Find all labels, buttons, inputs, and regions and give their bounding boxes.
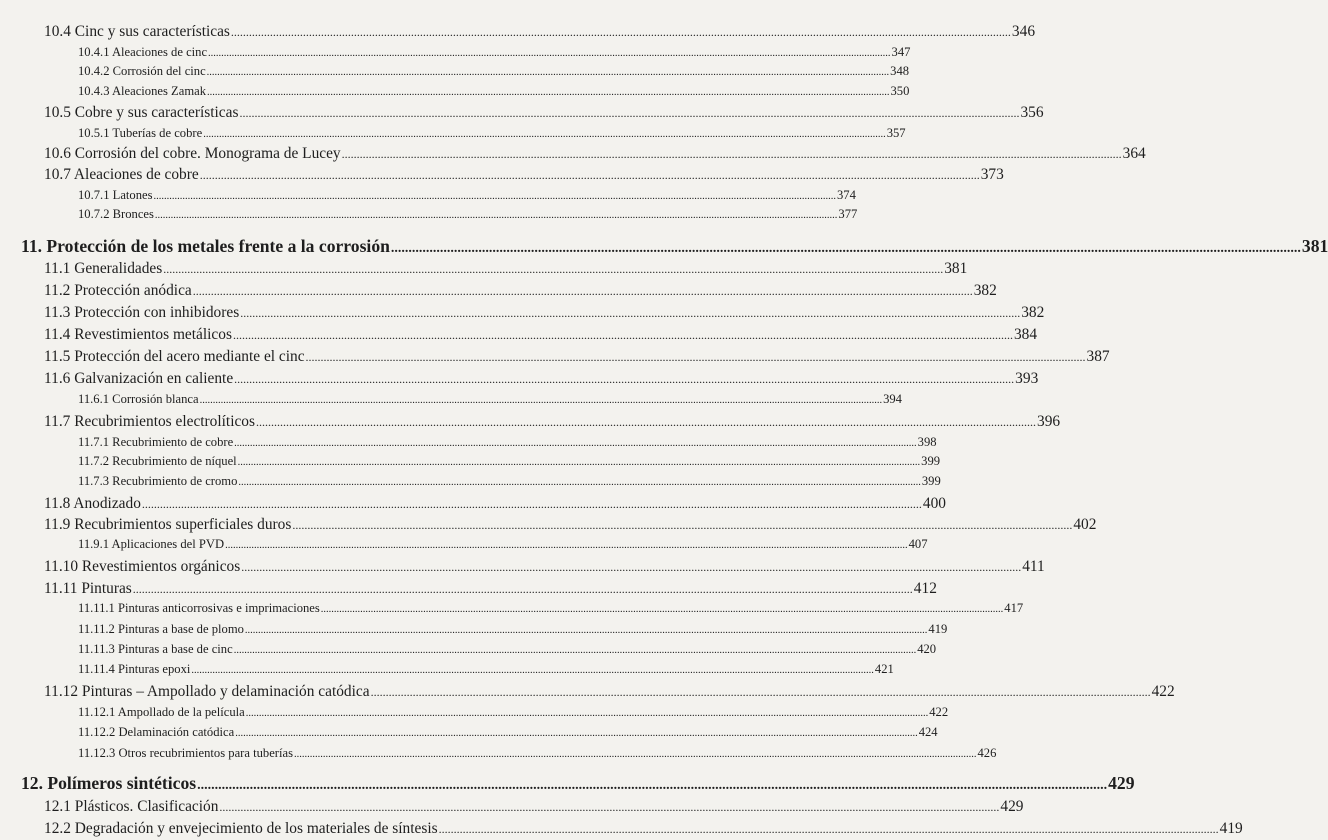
toc-leader-dots: .................................................................................................................................................................................................................................................................... <box>206 67 890 78</box>
toc-entry-title: 11.11.2 Pinturas a base de plomo <box>78 622 244 636</box>
toc-entry-title: 11.12.1 Ampollado de la película <box>78 705 245 719</box>
toc-page-number: 348 <box>890 64 910 78</box>
toc-leader-dots: .................................................................................................................................................................................................................................................................... <box>240 306 1021 320</box>
toc-page-number: 396 <box>1037 413 1061 430</box>
toc-leader-dots: .................................................................................................................................................................................................................................................................... <box>238 477 921 488</box>
toc-entry-title: 10.7.1 Latones <box>78 188 153 202</box>
toc-leader-dots: .................................................................................................................................................................................................................................................................... <box>232 328 1013 342</box>
toc-entry-title: 11.12 Pinturas – Ampollado y delaminación catódica <box>44 683 370 700</box>
toc-page-number: 384 <box>1013 326 1038 343</box>
toc-subsection-entry <box>78 454 941 469</box>
toc-page-number: 357 <box>886 126 906 140</box>
toc-page-number: 411 <box>1022 558 1045 575</box>
toc-entry-title: 10.4.2 Corrosión del cinc <box>78 64 206 78</box>
toc-entry-title: 11.10 Revestimientos orgánicos <box>44 558 241 575</box>
toc-page-number: 356 <box>1020 104 1044 121</box>
toc-entry-title: 11.7.1 Recubrimiento de cobre <box>78 435 234 449</box>
toc-entry-title: 11.7.2 Recubrimiento de níquel <box>78 454 237 468</box>
toc-leader-dots: .................................................................................................................................................................................................................................................................... <box>438 822 1219 836</box>
toc-leader-dots: .................................................................................................................................................................................................................................................................... <box>199 395 883 406</box>
toc-chapter-entry <box>21 773 1135 794</box>
toc-entry-title: 11.8 Anodizado <box>44 495 141 512</box>
toc-leader-dots: .................................................................................................................................................................................................................................................................... <box>305 350 1086 364</box>
toc-entry-title: 11.9 Recubrimientos superficiales duros <box>44 516 292 533</box>
toc-page-number: 420 <box>917 642 937 656</box>
toc-subsection-entry <box>78 84 910 99</box>
toc-page-number: 382 <box>973 282 997 299</box>
toc-leader-dots: .................................................................................................................................................................................................................................................................... <box>390 241 1301 256</box>
toc-entry-title: 11.12.2 Delaminación catódica <box>78 725 235 739</box>
toc-section-entry <box>44 304 1045 322</box>
toc-subsection-entry <box>78 207 858 222</box>
toc-page-number: 407 <box>908 537 928 551</box>
toc-page-number: 417 <box>1004 601 1024 615</box>
toc-section-entry <box>44 104 1044 122</box>
toc-subsection-entry <box>78 642 937 657</box>
toc-page-number: 421 <box>874 662 894 676</box>
toc-entry-title: 11. Protección de los metales frente a la corrosión <box>21 236 390 256</box>
toc-section-entry <box>44 166 1004 184</box>
toc-page-number: 377 <box>838 207 858 221</box>
toc-entry-title: 10.4.1 Aleaciones de cinc <box>78 45 208 59</box>
toc-entry-title: 11.11.4 Pinturas epoxi <box>78 662 191 676</box>
toc-entry-title: 10.4.3 Aleaciones Zamak <box>78 84 206 98</box>
toc-subsection-entry <box>78 662 894 677</box>
toc-leader-dots: .................................................................................................................................................................................................................................................................... <box>225 540 908 551</box>
toc-page-number: 400 <box>922 495 946 512</box>
toc-page-number: 393 <box>1015 370 1039 387</box>
toc-leader-dots: .................................................................................................................................................................................................................................................................... <box>234 372 1015 386</box>
toc-entry-title: 12.2 Degradación y envejecimiento de los materiales de síntesis <box>44 820 438 837</box>
toc-page-number: 381 <box>944 260 968 277</box>
toc-leader-dots: .................................................................................................................................................................................................................................................................... <box>245 708 929 719</box>
toc-subsection-entry <box>78 392 902 407</box>
toc-leader-dots: .................................................................................................................................................................................................................................................................... <box>154 210 838 221</box>
toc-leader-dots: .................................................................................................................................................................................................................................................................... <box>256 415 1036 429</box>
toc-page-number: 412 <box>913 580 937 597</box>
toc-entry-title: 11.11.1 Pinturas anticorrosivas e imprimaciones <box>78 601 320 615</box>
toc-leader-dots: .................................................................................................................................................................................................................................................................... <box>192 284 973 298</box>
toc-subsection-entry <box>78 474 941 489</box>
toc-subsection-entry <box>78 705 949 720</box>
toc-entry-title: 11.6.1 Corrosión blanca <box>78 392 199 406</box>
toc-page-number: 374 <box>837 188 856 202</box>
toc-entry-title: 11.7 Recubrimientos electrolíticos <box>44 413 255 430</box>
toc-entry-title: 10.7.2 Bronces <box>78 207 154 221</box>
toc-entry-title: 10.4 Cinc y sus características <box>44 23 230 40</box>
toc-leader-dots: .................................................................................................................................................................................................................................................................... <box>203 129 886 140</box>
toc-page-number: 422 <box>929 705 949 719</box>
toc-section-entry <box>44 23 1036 41</box>
toc-section-entry <box>44 370 1039 388</box>
toc-entry-title: 11.3 Protección con inhibidores <box>44 304 240 321</box>
toc-chapter-entry <box>21 236 1328 257</box>
toc-leader-dots: .................................................................................................................................................................................................................................................................... <box>219 800 1000 814</box>
toc-page-number: 347 <box>891 45 911 59</box>
toc-section-entry <box>44 282 997 300</box>
toc-page-number: 394 <box>883 392 902 406</box>
toc-page-number: 422 <box>1151 683 1175 700</box>
toc-entry-title: 12. Polímeros sintéticos <box>21 773 197 793</box>
toc-leader-dots: .................................................................................................................................................................................................................................................................... <box>197 778 1108 793</box>
toc-leader-dots: .................................................................................................................................................................................................................................................................... <box>153 191 836 202</box>
toc-entry-title: 10.5.1 Tuberías de cobre <box>78 126 203 140</box>
toc-page-number: 419 <box>1219 820 1243 837</box>
toc-subsection-entry <box>78 537 928 552</box>
toc-page-number: 381 <box>1301 236 1328 256</box>
toc-leader-dots: .................................................................................................................................................................................................................................................................... <box>141 497 922 511</box>
toc-page-number: 399 <box>921 454 941 468</box>
toc-subsection-entry <box>78 622 948 637</box>
toc-entry-title: 11.4 Revestimientos metálicos <box>44 326 232 343</box>
toc-page-number: 350 <box>890 84 910 98</box>
toc-subsection-entry <box>78 64 910 79</box>
toc-page-number: 429 <box>1108 773 1135 793</box>
toc-page-number: 402 <box>1073 516 1097 533</box>
toc-subsection-entry <box>78 746 997 761</box>
toc-leader-dots: .................................................................................................................................................................................................................................................................... <box>320 604 1004 615</box>
toc-section-entry <box>44 145 1146 163</box>
toc-entry-title: 12.1 Plásticos. Clasificación <box>44 798 219 815</box>
toc-entry-title: 11.7.3 Recubrimiento de cromo <box>78 474 238 488</box>
toc-section-entry <box>44 348 1110 366</box>
toc-section-entry <box>44 326 1038 344</box>
toc-leader-dots: .................................................................................................................................................................................................................................................................... <box>163 262 944 276</box>
toc-section-entry <box>44 516 1097 534</box>
toc-entry-title: 11.1 Generalidades <box>44 260 163 277</box>
toc-page-number: 373 <box>980 166 1004 183</box>
toc-leader-dots: .................................................................................................................................................................................................................................................................... <box>191 665 874 676</box>
toc-leader-dots: .................................................................................................................................................................................................................................................................... <box>293 749 977 760</box>
toc-page-number: 399 <box>921 474 941 488</box>
toc-section-entry <box>44 260 968 278</box>
toc-leader-dots: .................................................................................................................................................................................................................................................................... <box>208 48 891 59</box>
toc-section-entry <box>44 495 946 513</box>
toc-page-number: 419 <box>928 622 948 636</box>
toc-leader-dots: .................................................................................................................................................................................................................................................................... <box>244 625 928 636</box>
toc-leader-dots: .................................................................................................................................................................................................................................................................... <box>234 438 917 449</box>
toc-entry-title: 10.5 Cobre y sus características <box>44 104 239 121</box>
toc-subsection-entry <box>78 435 937 450</box>
toc-section-entry <box>44 580 937 598</box>
toc-leader-dots: .................................................................................................................................................................................................................................................................... <box>237 457 921 468</box>
toc-leader-dots: .................................................................................................................................................................................................................................................................... <box>199 168 980 182</box>
toc-section-entry <box>44 558 1045 576</box>
toc-leader-dots: .................................................................................................................................................................................................................................................................... <box>370 685 1151 699</box>
toc-leader-dots: .................................................................................................................................................................................................................................................................... <box>230 25 1011 39</box>
toc-page-number: 429 <box>1000 798 1024 815</box>
toc-entry-title: 11.12.3 Otros recubrimientos para tuberías <box>78 746 293 760</box>
toc-leader-dots: .................................................................................................................................................................................................................................................................... <box>207 87 890 98</box>
toc-leader-dots: .................................................................................................................................................................................................................................................................... <box>292 518 1073 532</box>
toc-subsection-entry <box>78 45 911 60</box>
toc-entry-title: 11.11.3 Pinturas a base de cinc <box>78 642 233 656</box>
toc-entry-title: 11.2 Protección anódica <box>44 282 192 299</box>
toc-page-number: 424 <box>918 725 938 739</box>
toc-leader-dots: .................................................................................................................................................................................................................................................................... <box>241 560 1022 574</box>
toc-section-entry <box>44 413 1061 431</box>
toc-leader-dots: .................................................................................................................................................................................................................................................................... <box>341 147 1122 161</box>
toc-entry-title: 10.6 Corrosión del cobre. Monograma de Lucey <box>44 145 341 162</box>
toc-section-entry <box>44 683 1175 701</box>
toc-page-number: 364 <box>1122 145 1146 162</box>
toc-leader-dots: .................................................................................................................................................................................................................................................................... <box>239 106 1020 120</box>
toc-entry-title: 10.7 Aleaciones de cobre <box>44 166 199 183</box>
toc-section-entry <box>44 820 1243 838</box>
toc-subsection-entry <box>78 188 856 203</box>
toc-entry-title: 11.5 Protección del acero mediante el cinc <box>44 348 305 365</box>
toc-subsection-entry <box>78 126 906 141</box>
toc-entry-title: 11.11 Pinturas <box>44 580 132 597</box>
toc-subsection-entry <box>78 725 938 740</box>
toc-page-number: 346 <box>1011 23 1036 40</box>
toc-leader-dots: .................................................................................................................................................................................................................................................................... <box>132 582 913 596</box>
toc-leader-dots: .................................................................................................................................................................................................................................................................... <box>233 645 917 656</box>
toc-page-number: 387 <box>1086 348 1110 365</box>
toc-subsection-entry <box>78 601 1024 616</box>
toc-entry-title: 11.9.1 Aplicaciones del PVD <box>78 537 225 551</box>
toc-page-number: 382 <box>1021 304 1045 321</box>
toc-page-number: 426 <box>977 746 997 760</box>
toc-section-entry <box>44 798 1024 816</box>
toc-leader-dots: .................................................................................................................................................................................................................................................................... <box>235 728 918 739</box>
toc-entry-title: 11.6 Galvanización en caliente <box>44 370 234 387</box>
toc-page-number: 398 <box>917 435 937 449</box>
